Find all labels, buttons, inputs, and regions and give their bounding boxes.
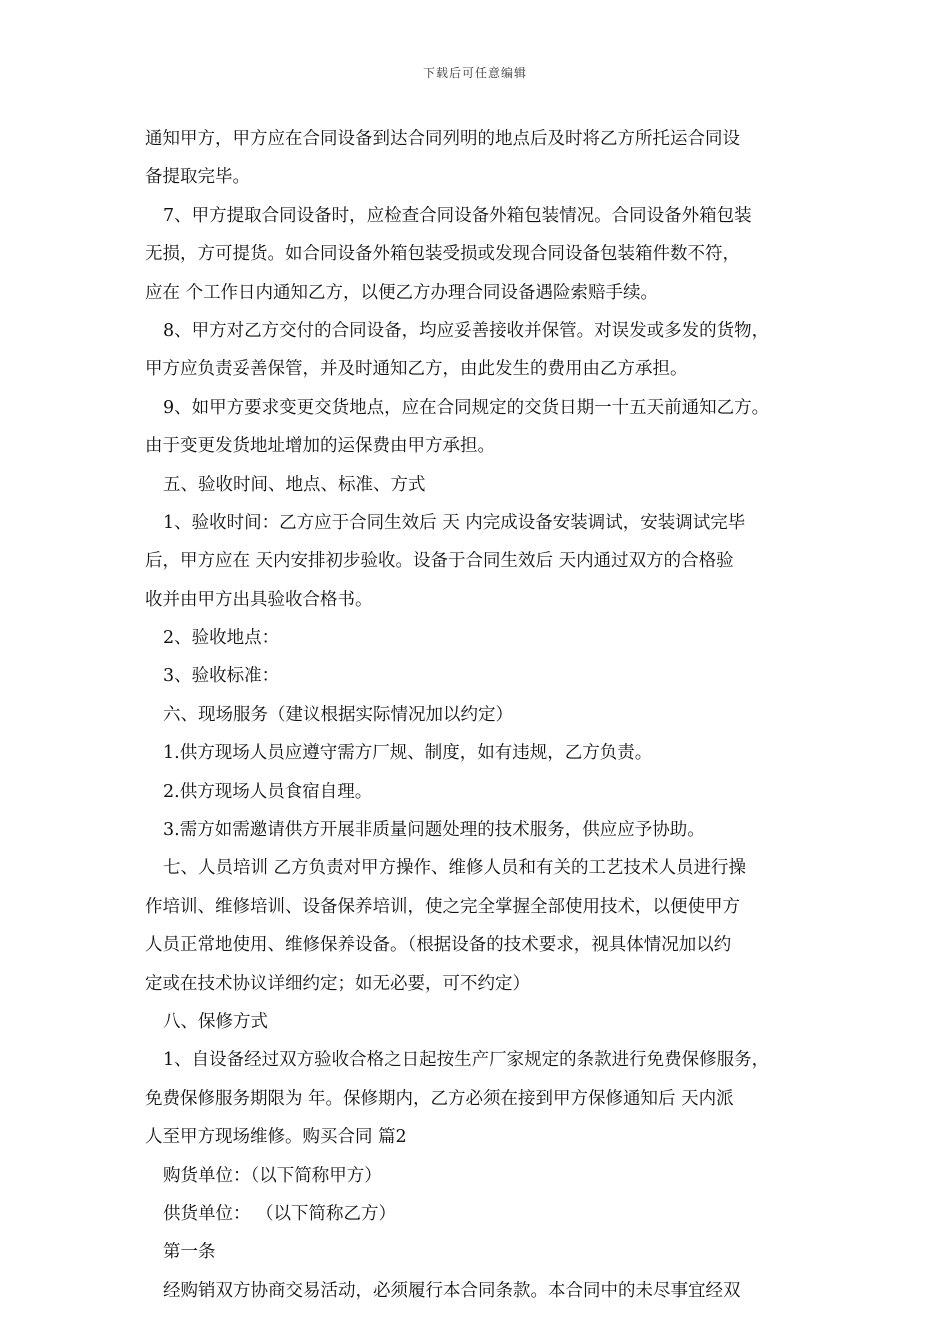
text-line: 通知甲方，甲方应在合同设备到达合同列明的地点后及时将乙方所托运合同设 (145, 129, 740, 149)
text-line: 1、自设备经过双方验收合格之日起按生产厂家规定的条款进行免费保修服务， (163, 1050, 770, 1071)
text-line: 收并由甲方出具验收合格书。 (145, 589, 373, 610)
text-line: 五、验收时间、地点、标准、方式 (163, 474, 426, 495)
text-line: 免费保修服务期限为 年。保修期内，乙方必须在接到甲方保修通知后 天内派 (145, 1088, 734, 1109)
text-line: 购货单位：（以下简称甲方） (163, 1165, 382, 1186)
text-line: 后，甲方应在 天内安排初步验收。设备于合同生效后 天内通过双方的合格验 (145, 551, 734, 572)
text-line: 应在 个工作日内通知乙方，以便乙方办理合同设备遇险索赔手续。 (145, 282, 659, 303)
text-line: 人至甲方现场维修。购买合同 篇2 (145, 1127, 407, 1148)
text-line: 作培训、维修培训、设备保养培训，使之完全掌握全部使用技术，以便使甲方 (145, 896, 740, 917)
text-line: 甲方应负责妥善保管，并及时通知乙方，由此发生的费用由乙方承担。 (145, 359, 688, 380)
text-line: 七、人员培训 乙方负责对甲方操作、维修人员和有关的工艺技术人员进行操 (163, 858, 747, 879)
text-line: 8、甲方对乙方交付的合同设备，均应妥善接收并保管。对误发或多发的货物， (163, 320, 770, 341)
text-line: 供货单位： （以下简称乙方） (163, 1203, 397, 1224)
text-line: 八、保修方式 (163, 1011, 268, 1032)
text-line: 经购销双方协商交易活动，必须履行本合同条款。本合同中的未尽事宜经双 (163, 1280, 741, 1301)
text-line: 3、验收标准： (163, 666, 280, 687)
document-body (145, 120, 821, 1310)
page-header: 下载后可任意编辑 (422, 66, 527, 80)
text-line: 由于变更发货地址增加的运保费由甲方承担。 (145, 436, 495, 457)
text-line: 人员正常地使用、维修保养设备。（根据设备的技术要求，视具体情况加以约 (145, 935, 732, 956)
text-line: 3.需方如需邀请供方开展非质量问题处理的技术服务，供应应予协助。 (163, 820, 705, 841)
text-line: 第一条 (163, 1242, 216, 1263)
text-line: 7、甲方提取合同设备时，应检查合同设备外箱包装情况。合同设备外箱包装 (163, 205, 752, 226)
text-line: 2、验收地点： (163, 628, 280, 649)
text-line: 无损，方可提货。如合同设备外箱包装受损或发现合同设备包装箱件数不符， (145, 244, 740, 265)
text-line: 定或在技术协议详细约定；如无必要，可不约定） (145, 973, 530, 994)
text-line: 2.供方现场人员食宿自理。 (163, 781, 373, 802)
text-line: 1、验收时间：乙方应于合同生效后 天 内完成设备安装调试，安装调试完毕 (163, 512, 746, 533)
text-line: 六、现场服务（建议根据实际情况加以约定） (163, 704, 513, 725)
text-line: 9、如甲方要求变更交货地点，应在合同规定的交货日期一十五天前通知乙方。 (163, 397, 770, 418)
text-line: 1.供方现场人员应遵守需方厂规、制度，如有违规，乙方负责。 (163, 743, 653, 764)
text-line: 备提取完毕。 (145, 167, 250, 188)
